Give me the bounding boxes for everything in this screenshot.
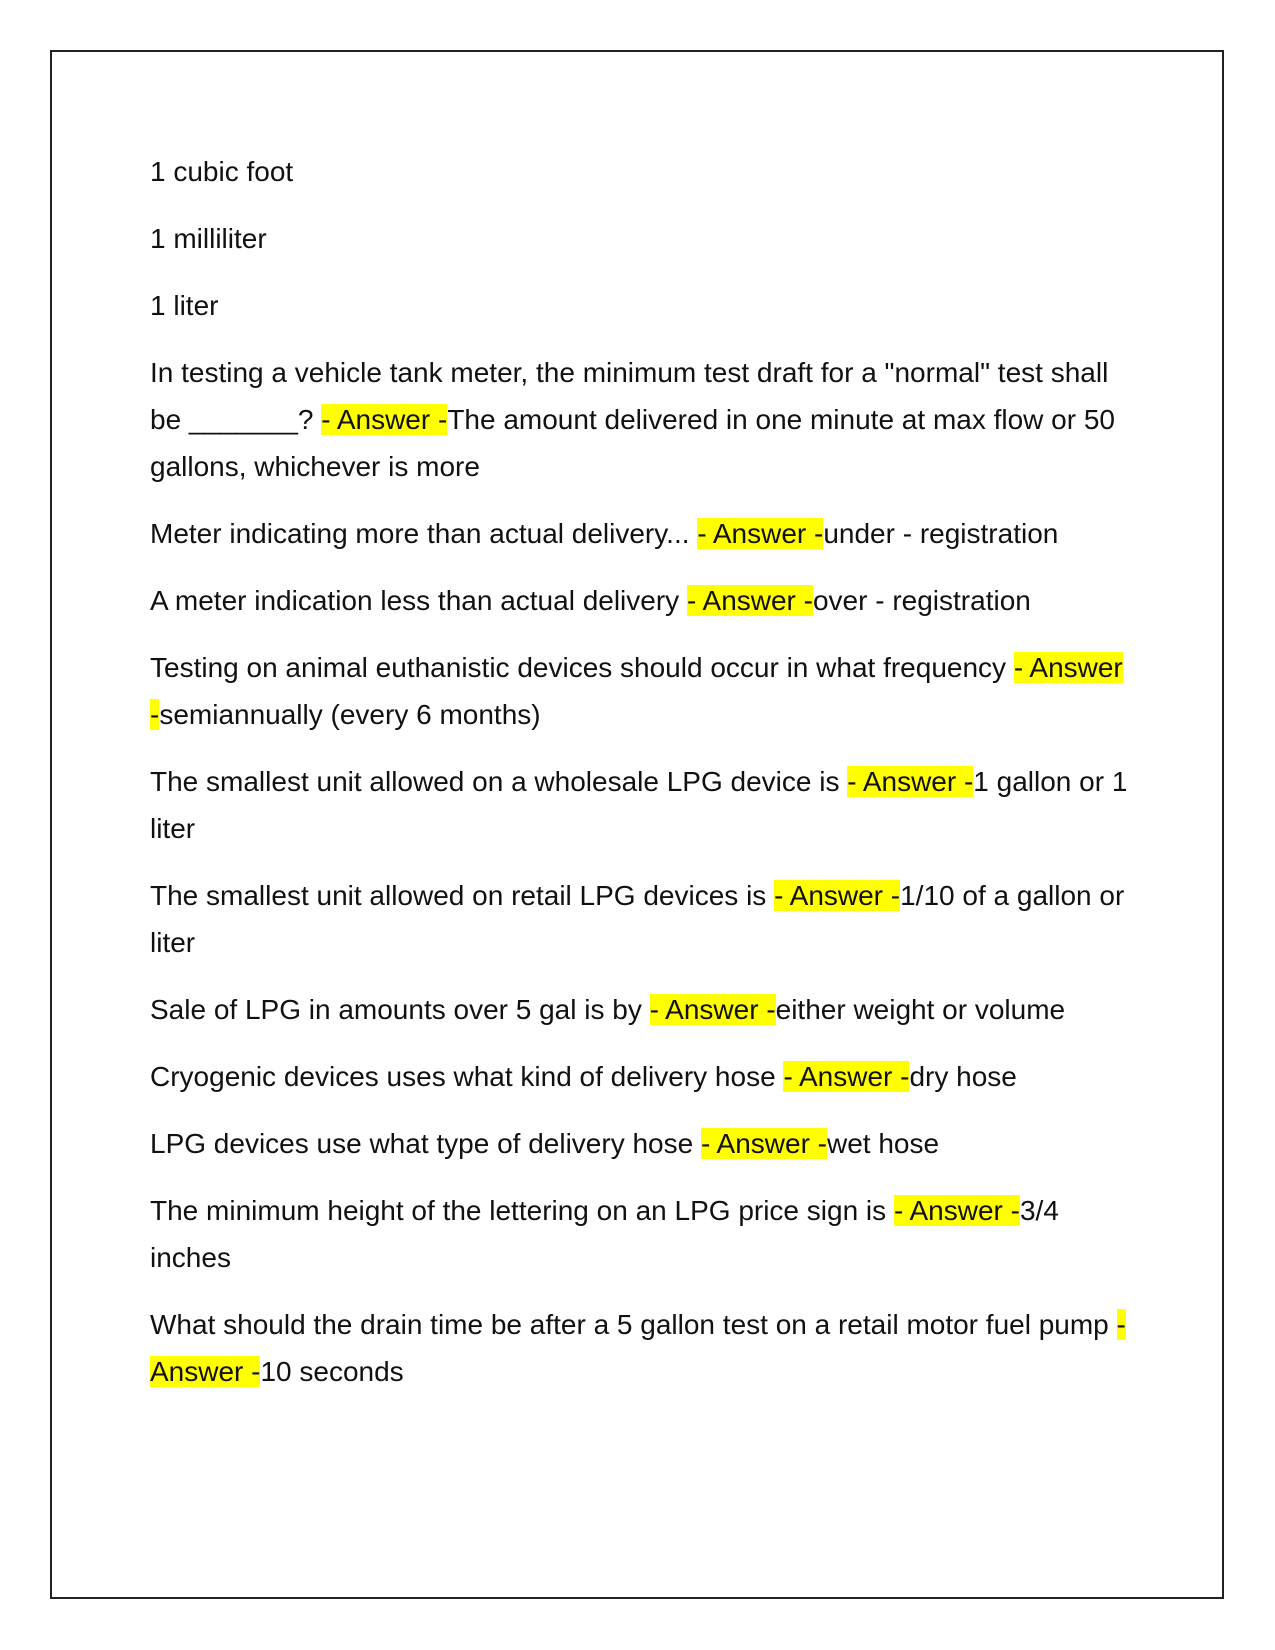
qa-item — [150, 644, 1130, 738]
intro-line: 1 liter — [150, 290, 219, 321]
answer-marker: - Answer - — [649, 994, 776, 1025]
answer-text: wet hose — [827, 1128, 940, 1159]
answer-marker: - Answer - — [700, 1128, 827, 1159]
question-text: Meter indicating more than actual delivery... — [150, 518, 698, 549]
question-text: Sale of LPG in amounts over 5 gal is by — [150, 994, 650, 1025]
answer-text: 3/4 inches — [150, 1195, 1059, 1273]
answer-marker: - Answer - — [150, 1309, 1126, 1387]
qa-item — [150, 577, 1130, 624]
intro-line: 1 milliliter — [150, 223, 267, 254]
qa-item — [150, 349, 1130, 490]
answer-text: 1/10 of a gallon or liter — [150, 880, 1125, 958]
document-body — [150, 148, 1130, 1415]
qa-item — [150, 510, 1130, 557]
answer-marker: - Answer - — [783, 1061, 910, 1092]
question-text: Testing on animal euthanistic devices should occur in what frequency — [150, 652, 1014, 683]
qa-item — [150, 1120, 1130, 1167]
question-text: LPG devices use what type of delivery hose — [150, 1128, 701, 1159]
answer-text: dry hose — [909, 1061, 1017, 1092]
answer-marker: - Answer - — [774, 880, 901, 911]
answer-text: The amount delivered in one minute at max flow or 50 gallons, whichever is more — [150, 404, 1116, 482]
question-text: The smallest unit allowed on a wholesale LPG device is — [150, 766, 848, 797]
qa-item — [150, 872, 1130, 966]
question-text: A meter indication less than actual delivery — [150, 585, 687, 616]
answer-marker: - Answer - — [847, 766, 974, 797]
qa-item — [150, 1053, 1130, 1100]
answer-text: semiannually (every 6 months) — [159, 699, 541, 730]
qa-item — [150, 1301, 1130, 1395]
qa-item — [150, 986, 1130, 1033]
question-text: What should the drain time be after a 5 gallon test on a retail motor fuel pump — [150, 1309, 1117, 1340]
answer-text: over - registration — [812, 585, 1031, 616]
answer-text: 10 seconds — [260, 1356, 404, 1387]
answer-text: either weight or volume — [775, 994, 1066, 1025]
qa-item — [150, 758, 1130, 852]
intro-line: 1 cubic foot — [150, 156, 294, 187]
question-text: The minimum height of the lettering on an LPG price sign is — [150, 1195, 894, 1226]
answer-marker: - Answer - — [321, 404, 448, 435]
answer-text: under - registration — [823, 518, 1059, 549]
question-text: The smallest unit allowed on retail LPG devices is — [150, 880, 775, 911]
answer-marker: - Answer - — [697, 518, 824, 549]
question-text: Cryogenic devices uses what kind of delivery hose — [150, 1061, 784, 1092]
answer-marker: - Answer - — [686, 585, 813, 616]
answer-marker: - Answer - — [150, 652, 1123, 730]
qa-item — [150, 1187, 1130, 1281]
question-text: In testing a vehicle tank meter, the minimum test draft for a "normal" test shall be _______? — [150, 357, 1109, 435]
answer-text: 1 gallon or 1 liter — [150, 766, 1128, 844]
answer-marker: - Answer - — [893, 1195, 1020, 1226]
